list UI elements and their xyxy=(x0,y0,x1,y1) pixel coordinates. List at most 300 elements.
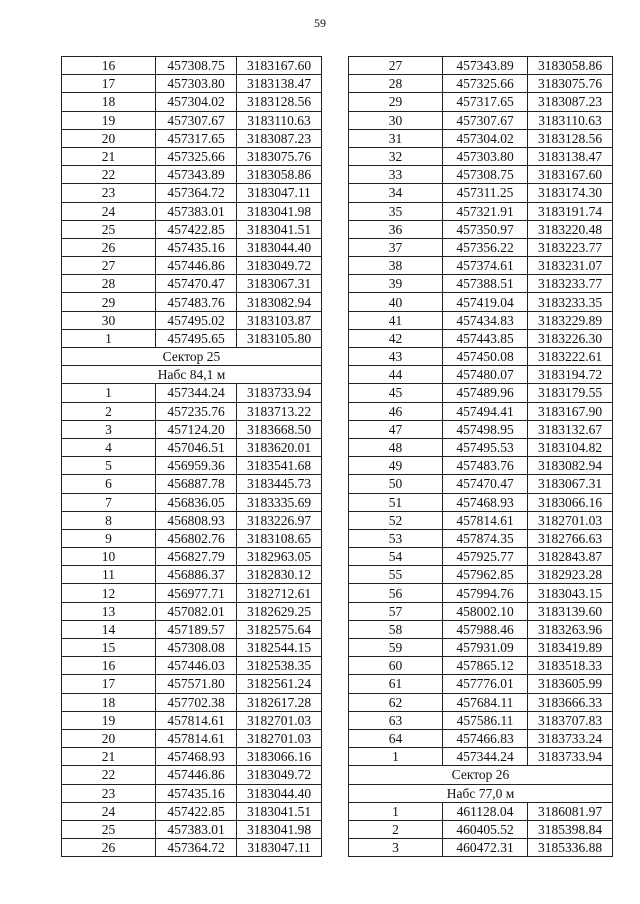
x-coordinate-cell: 457814.61 xyxy=(443,511,528,529)
point-number-cell: 49 xyxy=(349,457,443,475)
point-number-cell: 32 xyxy=(349,147,443,165)
x-coordinate-cell: 457082.01 xyxy=(156,602,237,620)
point-number-cell: 48 xyxy=(349,438,443,456)
table-row xyxy=(62,257,322,275)
x-coordinate-cell: 457343.89 xyxy=(156,166,237,184)
y-coordinate-cell: 3183110.63 xyxy=(237,111,322,129)
y-coordinate-cell: 3182712.61 xyxy=(237,584,322,602)
point-number-cell: 58 xyxy=(349,620,443,638)
point-number-cell: 64 xyxy=(349,729,443,747)
sector-title-row xyxy=(349,766,613,784)
point-number-cell: 34 xyxy=(349,184,443,202)
point-number-cell: 8 xyxy=(62,511,156,529)
y-coordinate-cell: 3183103.87 xyxy=(237,311,322,329)
y-coordinate-cell: 3183041.98 xyxy=(237,202,322,220)
y-coordinate-cell: 3182701.03 xyxy=(237,711,322,729)
table-row xyxy=(62,384,322,402)
table-row xyxy=(62,420,322,438)
table-row xyxy=(349,329,613,347)
x-coordinate-cell: 457468.93 xyxy=(156,748,237,766)
y-coordinate-cell: 3183075.76 xyxy=(528,75,613,93)
page-number: 59 xyxy=(314,16,326,30)
y-coordinate-cell: 3182701.03 xyxy=(237,729,322,747)
table-row xyxy=(349,366,613,384)
table-row xyxy=(62,639,322,657)
y-coordinate-cell: 3183108.65 xyxy=(237,529,322,547)
y-coordinate-cell: 3183087.23 xyxy=(237,129,322,147)
x-coordinate-cell: 458002.10 xyxy=(443,602,528,620)
x-coordinate-cell: 456886.37 xyxy=(156,566,237,584)
x-coordinate-cell: 457356.22 xyxy=(443,238,528,256)
table-row xyxy=(62,202,322,220)
point-number-cell: 54 xyxy=(349,548,443,566)
point-number-cell: 27 xyxy=(62,257,156,275)
point-number-cell: 57 xyxy=(349,602,443,620)
x-coordinate-cell: 457470.47 xyxy=(443,475,528,493)
x-coordinate-cell: 457874.35 xyxy=(443,529,528,547)
table-row xyxy=(62,311,322,329)
y-coordinate-cell: 3183620.01 xyxy=(237,438,322,456)
y-coordinate-cell: 3183138.47 xyxy=(528,147,613,165)
y-coordinate-cell: 3183666.33 xyxy=(528,693,613,711)
y-coordinate-cell: 3182561.24 xyxy=(237,675,322,693)
table-row xyxy=(349,348,613,366)
table-row xyxy=(349,511,613,529)
x-coordinate-cell: 457814.61 xyxy=(156,711,237,729)
table-row xyxy=(62,238,322,256)
table-row xyxy=(62,438,322,456)
x-coordinate-cell: 457814.61 xyxy=(156,729,237,747)
y-coordinate-cell: 3183194.72 xyxy=(528,366,613,384)
y-coordinate-cell: 3182617.28 xyxy=(237,693,322,711)
y-coordinate-cell: 3183668.50 xyxy=(237,420,322,438)
x-coordinate-cell: 457684.11 xyxy=(443,693,528,711)
x-coordinate-cell: 457317.65 xyxy=(156,129,237,147)
point-number-cell: 37 xyxy=(349,238,443,256)
table-row xyxy=(62,75,322,93)
table-row xyxy=(62,275,322,293)
x-coordinate-cell: 457865.12 xyxy=(443,657,528,675)
table-row xyxy=(349,257,613,275)
y-coordinate-cell: 3182843.87 xyxy=(528,548,613,566)
x-coordinate-cell: 457311.25 xyxy=(443,184,528,202)
y-coordinate-cell: 3183167.90 xyxy=(528,402,613,420)
point-number-cell: 30 xyxy=(349,111,443,129)
x-coordinate-cell: 457325.66 xyxy=(443,75,528,93)
point-number-cell: 29 xyxy=(62,293,156,311)
y-coordinate-cell: 3183128.56 xyxy=(237,93,322,111)
y-coordinate-cell: 3183167.60 xyxy=(237,57,322,75)
sector-title-row xyxy=(62,366,322,384)
table-row xyxy=(349,111,613,129)
table-row xyxy=(62,111,322,129)
x-coordinate-cell: 457308.75 xyxy=(443,166,528,184)
x-coordinate-cell: 456887.78 xyxy=(156,475,237,493)
x-coordinate-cell: 457962.85 xyxy=(443,566,528,584)
table-row xyxy=(62,457,322,475)
table-row xyxy=(349,566,613,584)
x-coordinate-cell: 457776.01 xyxy=(443,675,528,693)
y-coordinate-cell: 3183605.99 xyxy=(528,675,613,693)
point-number-cell: 16 xyxy=(62,57,156,75)
table-row xyxy=(62,711,322,729)
table-row xyxy=(62,293,322,311)
x-coordinate-cell: 460405.52 xyxy=(443,820,528,838)
table-row xyxy=(62,184,322,202)
table-row xyxy=(349,602,613,620)
table-row xyxy=(62,602,322,620)
y-coordinate-cell: 3183082.94 xyxy=(528,457,613,475)
y-coordinate-cell: 3182963.05 xyxy=(237,548,322,566)
table-row xyxy=(349,238,613,256)
x-coordinate-cell: 457495.53 xyxy=(443,438,528,456)
point-number-cell: 42 xyxy=(349,329,443,347)
point-number-cell: 4 xyxy=(62,438,156,456)
y-coordinate-cell: 3183138.47 xyxy=(237,75,322,93)
point-number-cell: 45 xyxy=(349,384,443,402)
y-coordinate-cell: 3183263.96 xyxy=(528,620,613,638)
x-coordinate-cell: 461128.04 xyxy=(443,802,528,820)
y-coordinate-cell: 3183128.56 xyxy=(528,129,613,147)
y-coordinate-cell: 3183132.67 xyxy=(528,420,613,438)
point-number-cell: 30 xyxy=(62,311,156,329)
table-row xyxy=(349,457,613,475)
y-coordinate-cell: 3183043.15 xyxy=(528,584,613,602)
y-coordinate-cell: 3182544.15 xyxy=(237,639,322,657)
point-number-cell: 39 xyxy=(349,275,443,293)
x-coordinate-cell: 457364.72 xyxy=(156,184,237,202)
x-coordinate-cell: 457303.80 xyxy=(443,147,528,165)
x-coordinate-cell: 457235.76 xyxy=(156,402,237,420)
table-row xyxy=(349,711,613,729)
point-number-cell: 12 xyxy=(62,584,156,602)
y-coordinate-cell: 3183191.74 xyxy=(528,202,613,220)
coordinates-table-left xyxy=(61,56,322,857)
y-coordinate-cell: 3183229.89 xyxy=(528,311,613,329)
x-coordinate-cell: 457931.09 xyxy=(443,639,528,657)
point-number-cell: 2 xyxy=(349,820,443,838)
x-coordinate-cell: 457466.83 xyxy=(443,729,528,747)
point-number-cell: 7 xyxy=(62,493,156,511)
point-number-cell: 5 xyxy=(62,457,156,475)
point-number-cell: 17 xyxy=(62,675,156,693)
y-coordinate-cell: 3183044.40 xyxy=(237,784,322,802)
x-coordinate-cell: 457988.46 xyxy=(443,620,528,638)
x-coordinate-cell: 457446.86 xyxy=(156,766,237,784)
coordinates-table-right-body xyxy=(349,57,613,857)
y-coordinate-cell: 3183226.97 xyxy=(237,511,322,529)
sector-title-row xyxy=(349,784,613,802)
table-row xyxy=(62,566,322,584)
x-coordinate-cell: 456827.79 xyxy=(156,548,237,566)
x-coordinate-cell: 460472.31 xyxy=(443,839,528,857)
y-coordinate-cell: 3183713.22 xyxy=(237,402,322,420)
x-coordinate-cell: 457498.95 xyxy=(443,420,528,438)
point-number-cell: 15 xyxy=(62,639,156,657)
table-row xyxy=(349,529,613,547)
point-number-cell: 2 xyxy=(62,402,156,420)
x-coordinate-cell: 456802.76 xyxy=(156,529,237,547)
table-row xyxy=(62,802,322,820)
table-row xyxy=(349,129,613,147)
table-row xyxy=(349,657,613,675)
y-coordinate-cell: 3185336.88 xyxy=(528,839,613,857)
point-number-cell: 27 xyxy=(349,57,443,75)
x-coordinate-cell: 457571.80 xyxy=(156,675,237,693)
y-coordinate-cell: 3183445.73 xyxy=(237,475,322,493)
y-coordinate-cell: 3183082.94 xyxy=(237,293,322,311)
y-coordinate-cell: 3183226.30 xyxy=(528,329,613,347)
y-coordinate-cell: 3183075.76 xyxy=(237,147,322,165)
x-coordinate-cell: 457383.01 xyxy=(156,820,237,838)
point-number-cell: 23 xyxy=(62,184,156,202)
point-number-cell: 3 xyxy=(62,420,156,438)
y-coordinate-cell: 3183041.98 xyxy=(237,820,322,838)
table-row xyxy=(62,548,322,566)
point-number-cell: 23 xyxy=(62,784,156,802)
sector-title: Набс 84,1 м xyxy=(62,366,322,384)
sector-title: Набс 77,0 м xyxy=(349,784,613,802)
table-row xyxy=(62,129,322,147)
x-coordinate-cell: 457422.85 xyxy=(156,802,237,820)
x-coordinate-cell: 457303.80 xyxy=(156,75,237,93)
point-number-cell: 19 xyxy=(62,111,156,129)
table-row xyxy=(62,729,322,747)
point-number-cell: 35 xyxy=(349,202,443,220)
table-row xyxy=(349,402,613,420)
point-number-cell: 51 xyxy=(349,493,443,511)
x-coordinate-cell: 457308.08 xyxy=(156,639,237,657)
table-row xyxy=(349,184,613,202)
point-number-cell: 22 xyxy=(62,766,156,784)
y-coordinate-cell: 3183233.35 xyxy=(528,293,613,311)
point-number-cell: 38 xyxy=(349,257,443,275)
y-coordinate-cell: 3183104.82 xyxy=(528,438,613,456)
y-coordinate-cell: 3182923.28 xyxy=(528,566,613,584)
table-row xyxy=(349,639,613,657)
y-coordinate-cell: 3183047.11 xyxy=(237,184,322,202)
point-number-cell: 14 xyxy=(62,620,156,638)
point-number-cell: 11 xyxy=(62,566,156,584)
y-coordinate-cell: 3183733.24 xyxy=(528,729,613,747)
table-row xyxy=(349,620,613,638)
point-number-cell: 25 xyxy=(62,220,156,238)
table-row xyxy=(62,584,322,602)
point-number-cell: 18 xyxy=(62,93,156,111)
y-coordinate-cell: 3183733.94 xyxy=(528,748,613,766)
table-row xyxy=(62,620,322,638)
x-coordinate-cell: 457304.02 xyxy=(443,129,528,147)
table-row xyxy=(62,147,322,165)
y-coordinate-cell: 3182575.64 xyxy=(237,620,322,638)
sector-title-row xyxy=(62,348,322,366)
table-row xyxy=(62,820,322,838)
table-row xyxy=(349,275,613,293)
point-number-cell: 28 xyxy=(349,75,443,93)
y-coordinate-cell: 3183222.61 xyxy=(528,348,613,366)
point-number-cell: 25 xyxy=(62,820,156,838)
y-coordinate-cell: 3183087.23 xyxy=(528,93,613,111)
point-number-cell: 53 xyxy=(349,529,443,547)
x-coordinate-cell: 457124.20 xyxy=(156,420,237,438)
x-coordinate-cell: 457321.91 xyxy=(443,202,528,220)
y-coordinate-cell: 3183220.48 xyxy=(528,220,613,238)
x-coordinate-cell: 457343.89 xyxy=(443,57,528,75)
point-number-cell: 20 xyxy=(62,729,156,747)
table-row xyxy=(62,93,322,111)
y-coordinate-cell: 3182629.25 xyxy=(237,602,322,620)
y-coordinate-cell: 3183058.86 xyxy=(237,166,322,184)
table-row xyxy=(349,220,613,238)
y-coordinate-cell: 3183223.77 xyxy=(528,238,613,256)
table-row xyxy=(349,584,613,602)
x-coordinate-cell: 457495.65 xyxy=(156,329,237,347)
table-row xyxy=(62,475,322,493)
point-number-cell: 43 xyxy=(349,348,443,366)
x-coordinate-cell: 457364.72 xyxy=(156,839,237,857)
y-coordinate-cell: 3185398.84 xyxy=(528,820,613,838)
table-row xyxy=(62,493,322,511)
x-coordinate-cell: 457388.51 xyxy=(443,275,528,293)
point-number-cell: 36 xyxy=(349,220,443,238)
table-row xyxy=(349,93,613,111)
point-number-cell: 1 xyxy=(62,384,156,402)
point-number-cell: 44 xyxy=(349,366,443,384)
x-coordinate-cell: 457189.57 xyxy=(156,620,237,638)
point-number-cell: 31 xyxy=(349,129,443,147)
point-number-cell: 33 xyxy=(349,166,443,184)
point-number-cell: 52 xyxy=(349,511,443,529)
point-number-cell: 26 xyxy=(62,238,156,256)
y-coordinate-cell: 3183066.16 xyxy=(528,493,613,511)
x-coordinate-cell: 457307.67 xyxy=(156,111,237,129)
x-coordinate-cell: 457435.16 xyxy=(156,238,237,256)
y-coordinate-cell: 3183067.31 xyxy=(237,275,322,293)
x-coordinate-cell: 457344.24 xyxy=(443,748,528,766)
x-coordinate-cell: 456808.93 xyxy=(156,511,237,529)
point-number-cell: 1 xyxy=(349,802,443,820)
table-row xyxy=(349,839,613,857)
y-coordinate-cell: 3183231.07 xyxy=(528,257,613,275)
table-row xyxy=(62,402,322,420)
point-number-cell: 29 xyxy=(349,93,443,111)
y-coordinate-cell: 3182701.03 xyxy=(528,511,613,529)
point-number-cell: 16 xyxy=(62,657,156,675)
x-coordinate-cell: 457419.04 xyxy=(443,293,528,311)
table-row xyxy=(349,166,613,184)
x-coordinate-cell: 457495.02 xyxy=(156,311,237,329)
y-coordinate-cell: 3183733.94 xyxy=(237,384,322,402)
table-row xyxy=(349,475,613,493)
sector-title: Сектор 26 xyxy=(349,766,613,784)
y-coordinate-cell: 3183041.51 xyxy=(237,802,322,820)
x-coordinate-cell: 457483.76 xyxy=(156,293,237,311)
point-number-cell: 1 xyxy=(349,748,443,766)
table-row xyxy=(349,438,613,456)
y-coordinate-cell: 3183110.63 xyxy=(528,111,613,129)
x-coordinate-cell: 457308.75 xyxy=(156,57,237,75)
y-coordinate-cell: 3183167.60 xyxy=(528,166,613,184)
point-number-cell: 62 xyxy=(349,693,443,711)
point-number-cell: 9 xyxy=(62,529,156,547)
x-coordinate-cell: 457383.01 xyxy=(156,202,237,220)
point-number-cell: 19 xyxy=(62,711,156,729)
point-number-cell: 17 xyxy=(62,75,156,93)
y-coordinate-cell: 3183335.69 xyxy=(237,493,322,511)
point-number-cell: 20 xyxy=(62,129,156,147)
point-number-cell: 26 xyxy=(62,839,156,857)
point-number-cell: 24 xyxy=(62,202,156,220)
point-number-cell: 18 xyxy=(62,693,156,711)
x-coordinate-cell: 457702.38 xyxy=(156,693,237,711)
y-coordinate-cell: 3183066.16 xyxy=(237,748,322,766)
point-number-cell: 6 xyxy=(62,475,156,493)
coordinates-table-left-body xyxy=(62,57,322,857)
x-coordinate-cell: 457304.02 xyxy=(156,93,237,111)
point-number-cell: 41 xyxy=(349,311,443,329)
x-coordinate-cell: 457994.76 xyxy=(443,584,528,602)
y-coordinate-cell: 3183105.80 xyxy=(237,329,322,347)
table-row xyxy=(349,420,613,438)
y-coordinate-cell: 3183139.60 xyxy=(528,602,613,620)
x-coordinate-cell: 457480.07 xyxy=(443,366,528,384)
table-row xyxy=(62,784,322,802)
x-coordinate-cell: 457374.61 xyxy=(443,257,528,275)
x-coordinate-cell: 456959.36 xyxy=(156,457,237,475)
point-number-cell: 59 xyxy=(349,639,443,657)
x-coordinate-cell: 457470.47 xyxy=(156,275,237,293)
table-row xyxy=(62,57,322,75)
point-number-cell: 61 xyxy=(349,675,443,693)
x-coordinate-cell: 457344.24 xyxy=(156,384,237,402)
point-number-cell: 47 xyxy=(349,420,443,438)
x-coordinate-cell: 457586.11 xyxy=(443,711,528,729)
table-row xyxy=(62,839,322,857)
y-coordinate-cell: 3183044.40 xyxy=(237,238,322,256)
table-row xyxy=(349,802,613,820)
y-coordinate-cell: 3183541.68 xyxy=(237,457,322,475)
x-coordinate-cell: 457434.83 xyxy=(443,311,528,329)
table-row xyxy=(62,693,322,711)
point-number-cell: 22 xyxy=(62,166,156,184)
y-coordinate-cell: 3183174.30 xyxy=(528,184,613,202)
y-coordinate-cell: 3183518.33 xyxy=(528,657,613,675)
y-coordinate-cell: 3183047.11 xyxy=(237,839,322,857)
x-coordinate-cell: 457307.67 xyxy=(443,111,528,129)
table-row xyxy=(62,766,322,784)
x-coordinate-cell: 457443.85 xyxy=(443,329,528,347)
x-coordinate-cell: 457046.51 xyxy=(156,438,237,456)
table-row xyxy=(349,202,613,220)
table-row xyxy=(349,693,613,711)
table-row xyxy=(349,493,613,511)
x-coordinate-cell: 457446.86 xyxy=(156,257,237,275)
table-row xyxy=(349,384,613,402)
y-coordinate-cell: 3183419.89 xyxy=(528,639,613,657)
y-coordinate-cell: 3183049.72 xyxy=(237,766,322,784)
table-row xyxy=(62,511,322,529)
y-coordinate-cell: 3183707.83 xyxy=(528,711,613,729)
point-number-cell: 10 xyxy=(62,548,156,566)
table-row xyxy=(349,147,613,165)
x-coordinate-cell: 456836.05 xyxy=(156,493,237,511)
y-coordinate-cell: 3182538.35 xyxy=(237,657,322,675)
x-coordinate-cell: 457489.96 xyxy=(443,384,528,402)
point-number-cell: 21 xyxy=(62,147,156,165)
x-coordinate-cell: 457435.16 xyxy=(156,784,237,802)
table-row xyxy=(349,675,613,693)
y-coordinate-cell: 3186081.97 xyxy=(528,802,613,820)
